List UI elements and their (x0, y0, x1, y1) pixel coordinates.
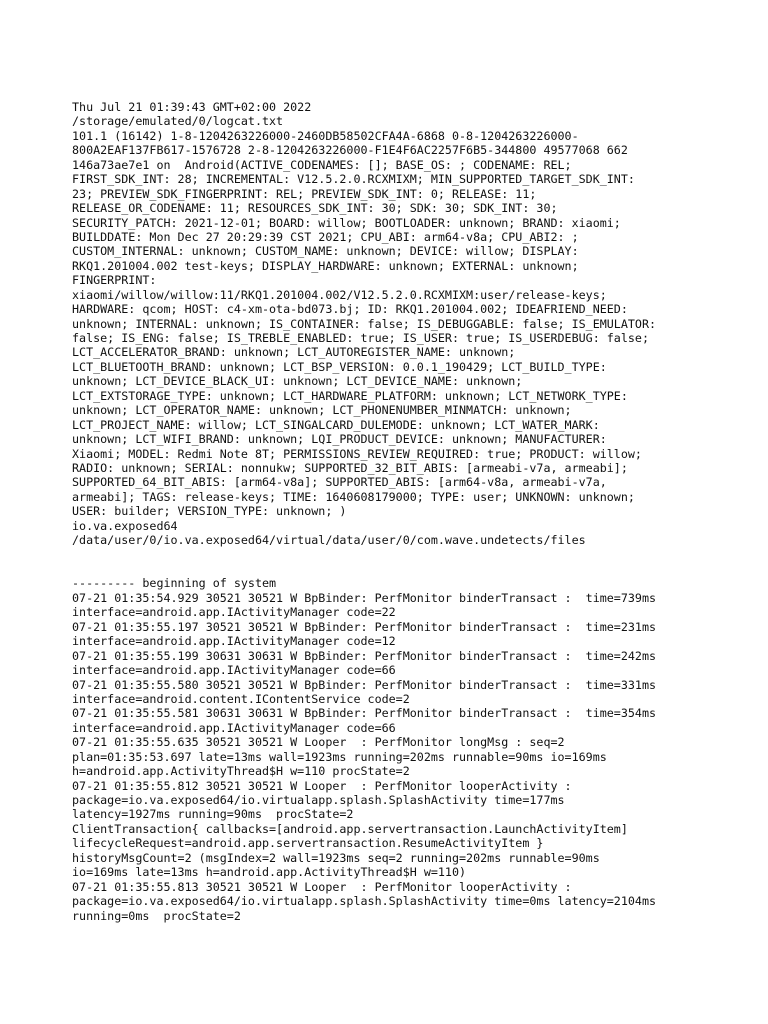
log-line: armeabi]; TAGS: release-keys; TIME: 1640608179000; TYPE: user; UNKNOWN: unknown; (72, 489, 635, 504)
log-line: RELEASE_OR_CODENAME: 11; RESOURCES_SDK_INT: 30; SDK: 30; SDK_INT: 30; (72, 201, 558, 216)
log-line: 07-21 01:35:55.580 30521 30521 W BpBinder: PerfMonitor binderTransact : time=331ms (72, 677, 657, 692)
log-line: BUILDDATE: Mon Dec 27 20:29:39 CST 2021; CPU_ABI: arm64-v8a; CPU_ABI2: ; (72, 229, 579, 244)
log-line: unknown; LCT_WIFI_BRAND: unknown; LQI_PRODUCT_DEVICE: unknown; MANUFACTURER: (72, 432, 607, 447)
logcat-document (72, 100, 762, 923)
log-line: LCT_BLUETOOTH_BRAND: unknown; LCT_BSP_VERSION: 0.0.1_190429; LCT_BUILD_TYPE: (72, 359, 607, 374)
log-line: RKQ1.201004.002 test-keys; DISPLAY_HARDWARE: unknown; EXTERNAL: unknown; (72, 258, 579, 273)
log-line: Xiaomi; MODEL: Redmi Note 8T; PERMISSIONS_REVIEW_REQUIRED: true; PRODUCT: willow; (72, 446, 642, 461)
log-line: plan=01:35:53.697 late=13ms wall=1923ms running=202ms runnable=90ms io=169ms (72, 749, 607, 764)
log-line: unknown; LCT_OPERATOR_NAME: unknown; LCT_PHONENUMBER_MINMATCH: unknown; (72, 403, 572, 418)
log-line: FINGERPRINT: (72, 273, 157, 288)
log-line: LCT_PROJECT_NAME: willow; LCT_SINGALCARD_DULEMODE: unknown; LCT_WATER_MARK: (72, 417, 600, 432)
log-line: ClientTransaction{ callbacks=[android.app.servertransaction.LaunchActivityItem] (72, 821, 628, 836)
log-line (72, 562, 762, 576)
log-line (72, 548, 762, 562)
log-line: 07-21 01:35:55.635 30521 30521 W Looper : PerfMonitor longMsg : seq=2 (72, 735, 565, 750)
log-line: latency=1927ms running=90ms procState=2 (72, 807, 354, 822)
log-line: 800A2EAF137FB617-1576728 2-8-1204263226000-F1E4F6AC2257F6B5-344800 49577068 662 (72, 143, 628, 158)
log-line: io.va.exposed64 (72, 518, 178, 533)
log-line: false; IS_ENG: false; IS_TREBLE_ENABLED: true; IS_USER: true; IS_USERDEBUG: false; (72, 331, 649, 345)
log-line: RADIO: unknown; SERIAL: nonnukw; SUPPORTED_32_BIT_ABIS: [armeabi-v7a, armeabi]; (72, 460, 628, 475)
log-line: package=io.va.exposed64/io.virtualapp.splash.SplashActivity time=0ms latency=2104ms (72, 894, 657, 909)
log-line: interface=android.content.IContentService code=2 (72, 691, 410, 706)
log-line: h=android.app.ActivityThread$H w=110 procState=2 (72, 764, 410, 779)
log-line: historyMsgCount=2 (msgIndex=2 wall=1923ms seq=2 running=202ms runnable=90ms (72, 850, 600, 865)
log-line: xiaomi/willow/willow:11/RKQ1.201004.002/V12.5.2.0.RCXMIXM:user/release-keys; (72, 287, 607, 302)
log-line: --------- beginning of system (72, 576, 277, 591)
log-line: FIRST_SDK_INT: 28; INCREMENTAL: V12.5.2.0.RCXMIXM; MIN_SUPPORTED_TARGET_SDK_INT: (72, 172, 635, 187)
log-line: lifecycleRequest=android.app.servertransaction.ResumeActivityItem } (72, 836, 544, 851)
log-line: unknown; INTERNAL: unknown; IS_CONTAINER: false; IS_DEBUGGABLE: false; IS_EMULATOR: (72, 316, 657, 331)
log-line: 07-21 01:35:55.813 30521 30521 W Looper : PerfMonitor looperActivity : (72, 879, 572, 894)
log-line: interface=android.app.IActivityManager code=12 (72, 634, 396, 649)
log-line: SECURITY_PATCH: 2021-12-01; BOARD: willow; BOOTLOADER: unknown; BRAND: xiaomi; (72, 215, 621, 230)
log-line: LCT_EXTSTORAGE_TYPE: unknown; LCT_HARDWARE_PLATFORM: unknown; LCT_NETWORK_TYPE: (72, 388, 628, 403)
log-line: interface=android.app.IActivityManager code=22 (72, 605, 396, 620)
log-line: USER: builder; VERSION_TYPE: unknown; ) (72, 504, 347, 519)
log-line: 07-21 01:35:55.581 30631 30631 W BpBinder: PerfMonitor binderTransact : time=354ms (72, 706, 657, 721)
log-line: 07-21 01:35:54.929 30521 30521 W BpBinder: PerfMonitor binderTransact : time=739ms (72, 590, 657, 605)
log-line: 146a73ae7e1 on Android(ACTIVE_CODENAMES: []; BASE_OS: ; CODENAME: REL; (72, 157, 572, 172)
log-line: 23; PREVIEW_SDK_FINGERPRINT: REL; PREVIEW_SDK_INT: 0; RELEASE: 11; (72, 186, 537, 201)
log-line: io=169ms late=13ms h=android.app.ActivityThread$H w=110) (72, 865, 467, 880)
log-line: package=io.va.exposed64/io.virtualapp.splash.SplashActivity time=177ms (72, 793, 565, 807)
log-line: unknown; LCT_DEVICE_BLACK_UI: unknown; LCT_DEVICE_NAME: unknown; (72, 374, 523, 389)
log-line: /data/user/0/io.va.exposed64/virtual/data/user/0/com.wave.undetects/files (72, 533, 586, 548)
log-line: LCT_ACCELERATOR_BRAND: unknown; LCT_AUTOREGISTER_NAME: unknown; (72, 345, 516, 360)
log-line: running=0ms procState=2 (72, 908, 241, 923)
log-line: 101.1 (16142) 1-8-1204263226000-2460DB58502CFA4A-6868 0-8-1204263226000- (72, 128, 579, 143)
log-line: 07-21 01:35:55.199 30631 30631 W BpBinder: PerfMonitor binderTransact : time=242ms (72, 648, 657, 663)
log-line: interface=android.app.IActivityManager code=66 (72, 663, 396, 678)
log-line: 07-21 01:35:55.197 30521 30521 W BpBinder: PerfMonitor binderTransact : time=231ms (72, 619, 657, 634)
log-line: interface=android.app.IActivityManager code=66 (72, 720, 396, 735)
log-line: /storage/emulated/0/logcat.txt (72, 114, 284, 129)
log-line: HARDWARE: qcom; HOST: c4-xm-ota-bd073.bj; ID: RKQ1.201004.002; IDEAFRIEND_NEED: (72, 302, 628, 317)
log-line: SUPPORTED_64_BIT_ABIS: [arm64-v8a]; SUPPORTED_ABIS: [arm64-v8a, armeabi-v7a, (72, 475, 607, 490)
log-line: CUSTOM_INTERNAL: unknown; CUSTOM_NAME: unknown; DEVICE: willow; DISPLAY: (72, 244, 579, 259)
log-line: Thu Jul 21 01:39:43 GMT+02:00 2022 (72, 100, 312, 114)
log-line: 07-21 01:35:55.812 30521 30521 W Looper : PerfMonitor looperActivity : (72, 778, 572, 793)
